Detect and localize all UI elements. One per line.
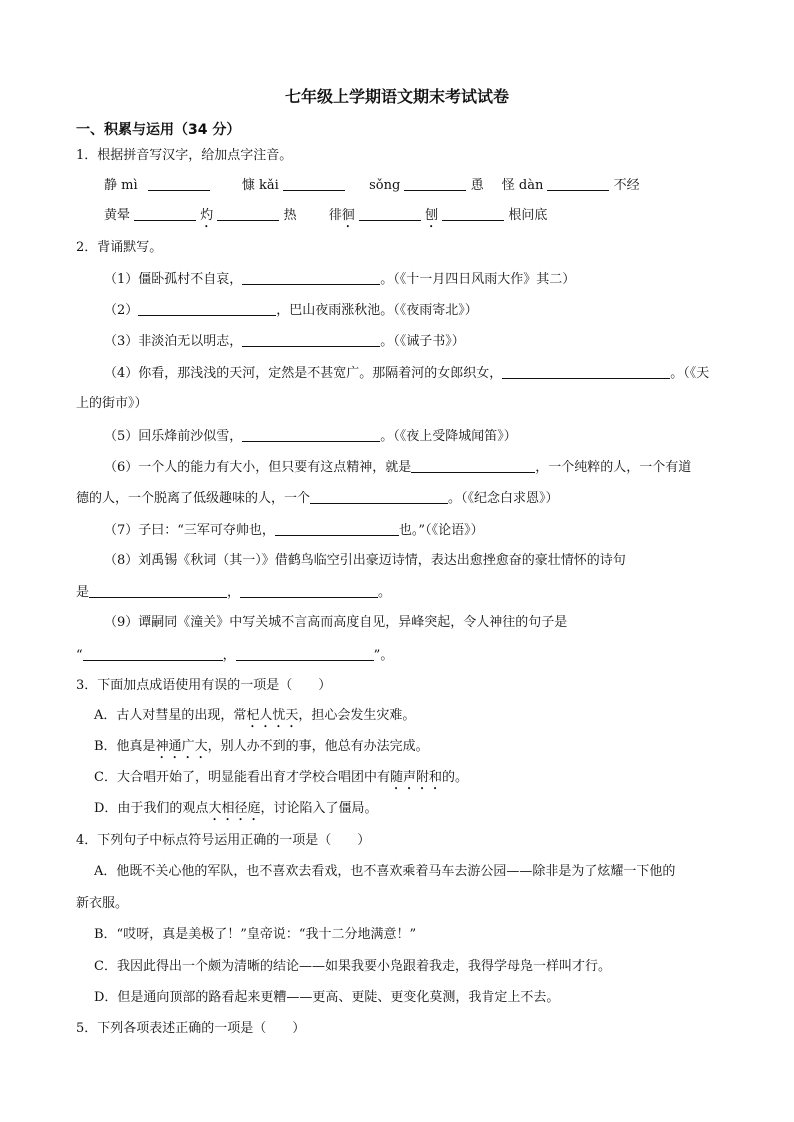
option-a-cont: 新衣服。: [76, 896, 129, 911]
option-c[interactable]: C．我因此得出一个颇为清晰的结论——如果我要小凫跟着我走，我得学母凫一样叫才行。: [94, 959, 611, 974]
answer-blank[interactable]: [148, 176, 210, 191]
recite-item-1: [104, 270, 575, 289]
dotted-character: 徊: [341, 208, 355, 223]
option-c[interactable]: [94, 769, 468, 793]
option-text: ，担心会发生灾难。: [298, 708, 416, 723]
pinyin-item: sǒng: [369, 178, 401, 193]
option-a[interactable]: [94, 707, 415, 731]
recite-item-4-cont: 上的街市》）: [76, 396, 148, 411]
word-item: 根问底: [508, 208, 548, 223]
answer-blank[interactable]: [242, 270, 380, 285]
recite-source: 。（《天: [670, 366, 710, 381]
answer-blank[interactable]: [138, 301, 276, 316]
answer-blank[interactable]: [217, 206, 279, 221]
recite-source: 。（《纪念白求恩》）: [448, 491, 559, 506]
answer-blank[interactable]: [310, 489, 448, 504]
pinyin-item: 不经: [613, 178, 640, 193]
answer-blank[interactable]: [89, 583, 227, 598]
recite-source: 。（《诫子书》）: [380, 334, 465, 349]
recite-text: ”。: [373, 648, 394, 663]
question-1-stem: 1．根据拼音写汉字，给加点字注音。: [76, 148, 293, 163]
recite-source: 。（《十一月四日风雨大作》其二）: [380, 272, 576, 287]
recite-text: （3）非淡泊无以明志，: [104, 334, 243, 349]
option-text: ，别人办不到的事，他总有办法完成。: [207, 739, 429, 754]
recite-text: ，: [227, 585, 241, 600]
option-text: B．他真是: [94, 739, 156, 754]
dotted-character: 刨: [425, 208, 439, 223]
dotted-idiom: 神通广大: [155, 739, 208, 754]
option-a[interactable]: A．他既不关心他的军队，也不喜欢去看戏，也不喜欢乘着马车去游公园——除非是为了炫耀一下他的: [94, 864, 676, 879]
recite-item-2: [104, 301, 478, 320]
recite-text: 。: [378, 585, 392, 600]
answer-blank[interactable]: [411, 458, 535, 473]
dotted-character: 灼: [200, 208, 214, 223]
option-text: C．大合唱开始了，明显能看出育才学校合唱团中有: [94, 770, 390, 785]
question-1-row-1: [104, 176, 640, 195]
recite-item-3: [104, 332, 465, 351]
recite-text: （4）你看，那浅浅的天河，定然是不甚宽广。那隔着河的女郎织女，: [104, 366, 503, 381]
dotted-idiom: 随声附和: [389, 770, 442, 785]
recite-text: （6）一个人的能力有大小，但只要有这点精神，就是: [104, 460, 412, 475]
recite-item-6: [104, 458, 691, 477]
recite-text: 是: [76, 585, 90, 600]
recite-source: 。（《夜上受降城闻笛》）: [380, 429, 517, 444]
recite-item-6-cont: [76, 489, 559, 508]
question-1-row-2: [104, 206, 547, 231]
recite-source: ，巴山夜雨涨秋池。（《夜雨寄北》）: [276, 303, 478, 318]
question-2-stem: 2．背诵默写。: [76, 240, 163, 255]
answer-blank[interactable]: [404, 176, 466, 191]
recite-text: ，一个纯粹的人，一个有道: [535, 460, 692, 475]
option-text: D．由于我们的观点: [94, 801, 209, 816]
pinyin-item: 恿: [470, 178, 484, 193]
answer-blank[interactable]: [236, 646, 374, 661]
option-text: A．古人对彗星的出现，常: [94, 708, 247, 723]
option-text: ，讨论陷入了僵局。: [260, 801, 378, 816]
pinyin-item: 慷 kǎi: [241, 178, 279, 193]
recite-item-8: （8）刘禹锡《秋词（其一）》借鹤鸟临空引出豪迈诗情，表达出愈挫愈奋的豪壮情怀的诗句: [104, 553, 626, 568]
answer-blank[interactable]: [359, 206, 421, 221]
recite-text: （5）回乐烽前沙似雪，: [104, 429, 243, 444]
recite-text: （1）僵卧孤村不自哀，: [104, 272, 243, 287]
option-d[interactable]: [94, 800, 377, 824]
page-title: 七年级上学期语文期末考试试卷: [284, 87, 509, 106]
answer-blank[interactable]: [502, 364, 670, 379]
pinyin-item: 静 mì: [104, 178, 138, 193]
recite-text: 德的人，一个脱离了低级趣味的人，一个: [76, 491, 311, 506]
answer-blank[interactable]: [442, 206, 504, 221]
recite-item-5: [104, 427, 517, 446]
recite-item-4: [104, 364, 709, 383]
pinyin-item: 怪 dàn: [501, 178, 544, 193]
answer-blank[interactable]: [275, 521, 399, 536]
answer-blank[interactable]: [134, 206, 196, 221]
answer-blank[interactable]: [83, 646, 223, 661]
word-item: 热: [283, 208, 297, 223]
option-b[interactable]: B．“哎呀，真是美极了！”皇帝说：“我十二分地满意！”: [94, 927, 417, 942]
recite-text: （7）子曰：“三军可夺帅也，: [104, 523, 275, 538]
question-3-stem: 3．下面加点成语使用有误的一项是（ ）: [76, 678, 332, 693]
word-item: 黄晕: [104, 208, 131, 223]
dotted-idiom: 杞人忧天: [246, 708, 299, 723]
option-b[interactable]: [94, 738, 429, 762]
option-d[interactable]: D．但是通向顶部的路看起来更糟——更高、更陡、更变化莫测，我肯定上不去。: [94, 990, 560, 1005]
dotted-idiom: 大相径庭: [208, 801, 261, 816]
answer-blank[interactable]: [242, 427, 380, 442]
question-5-stem: 5．下列各项表述正确的一项是（ ）: [76, 1021, 306, 1036]
section-heading: 一、积累与运用（34 分）: [76, 122, 241, 138]
recite-item-7: [104, 521, 484, 540]
option-text: 的。: [441, 770, 468, 785]
recite-item-9: （9）谭嗣同《潼关》中写关城不言高而高度自见，异峰突起，令人神往的句子是: [104, 615, 568, 630]
question-4-stem: 4．下列句子中标点符号运用正确的一项是（ ）: [76, 833, 371, 848]
answer-blank[interactable]: [283, 176, 345, 191]
answer-blank[interactable]: [242, 332, 380, 347]
recite-item-9-cont: [76, 646, 393, 665]
recite-text: ，: [222, 648, 236, 663]
word-item: 徘徊: [328, 208, 355, 223]
answer-blank[interactable]: [240, 583, 378, 598]
recite-text: （2）: [104, 303, 139, 318]
answer-blank[interactable]: [547, 176, 609, 191]
recite-text: “: [76, 648, 83, 663]
recite-item-8-cont: [76, 583, 391, 602]
recite-source: 也。”（《论语》）: [398, 523, 484, 538]
